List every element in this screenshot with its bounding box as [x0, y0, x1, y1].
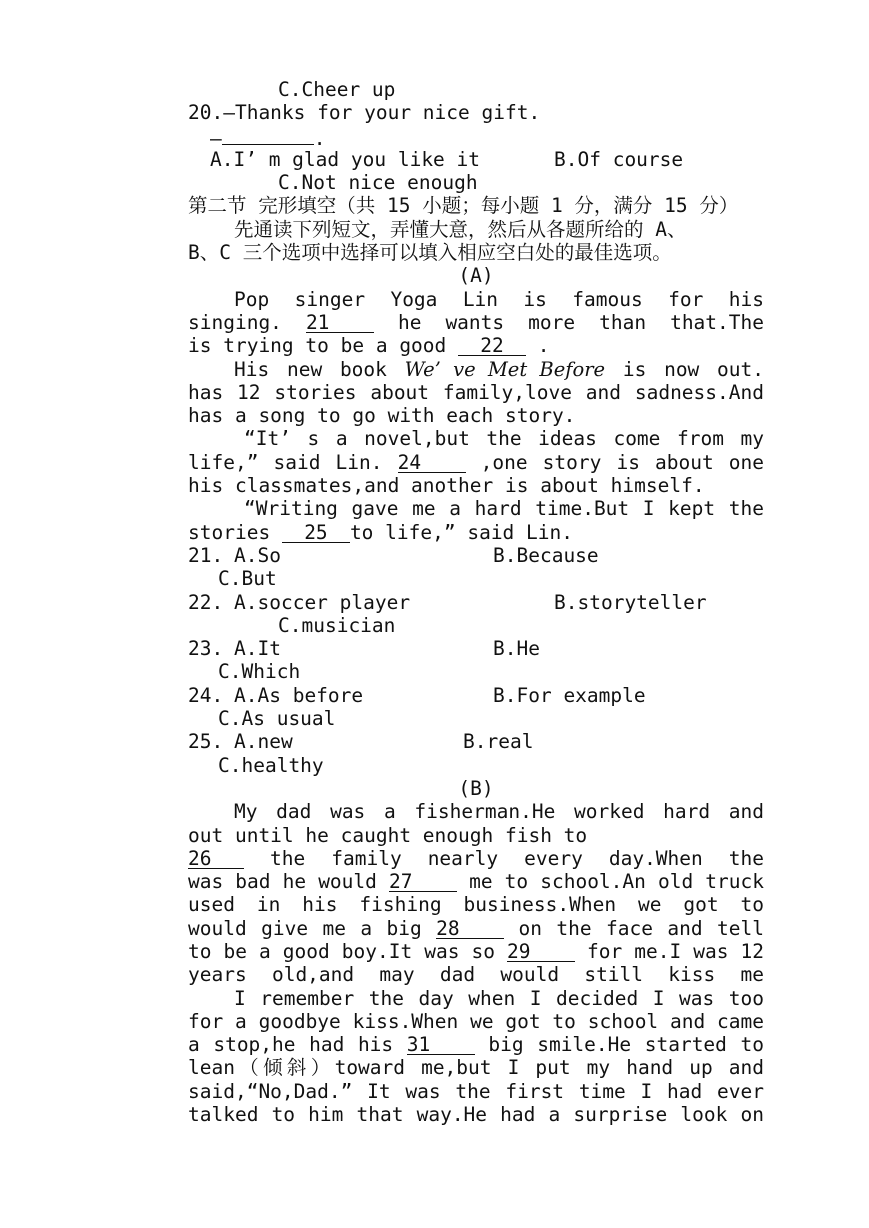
- passage-b-line: would give me a big 28 on the face and tell: [188, 916, 764, 940]
- passage-b-line: lean（倾斜）toward me,but I put my hand up and: [188, 1056, 764, 1080]
- passage-b-line: out until he caught enough fish to: [188, 823, 588, 847]
- passage-b-line: talked to him that way.He had a surprise look on: [188, 1103, 764, 1127]
- blank-26: 26: [188, 849, 244, 869]
- option-b: B.For example: [493, 683, 646, 707]
- passage-b-line: years old,and may dad would still kiss me: [188, 963, 764, 987]
- q20-options-ab: [188, 148, 764, 171]
- passage-b-line: was bad he would 27 me to school.An old truck: [188, 870, 764, 894]
- option-a: A.So: [234, 543, 281, 567]
- question-22-option-c: C.musician: [278, 613, 396, 637]
- question-24: 24. A.As before B.For example: [188, 683, 646, 707]
- option-b: B.He: [493, 637, 540, 661]
- question-23-option-c: C.Which: [218, 660, 301, 684]
- passage-a-line: singing. 21 he wants more than that.The: [188, 310, 764, 334]
- passage-a-line: His new book We’ ve Met Before is now out.: [188, 358, 764, 381]
- option-b: B.real: [463, 730, 534, 754]
- passage-b-line: a stop,he had his 31 big smile.He started to: [188, 1033, 764, 1057]
- answer-blank: [222, 125, 314, 145]
- blank-25: 25: [282, 523, 350, 543]
- blank-28: 28: [436, 919, 504, 939]
- passage-a-line: his classmates,and another is about himself.: [188, 474, 705, 498]
- passage-a-line: “It’ s a novel,but the ideas come from my: [244, 427, 764, 451]
- option-a: A.It: [234, 637, 281, 661]
- passage-b-line: for a goodbye kiss.When we got to school and came: [188, 1009, 764, 1033]
- passage-b-line: to be a good boy.It was so 29 for me.I was 12: [188, 939, 764, 963]
- section2-title: 第二节 完形填空（共 15 小题；每小题 1 分，满分 15 分）: [188, 194, 739, 218]
- passage-a-line: is trying to be a good 22 .: [188, 334, 550, 358]
- passage-a-line: Pop singer Yoga Lin is famous for his: [234, 287, 764, 311]
- question-25-option-c: C.healthy: [218, 753, 324, 777]
- section2-instruction: 先通读下列短文，弄懂大意，然后从各题所给的 A、: [234, 217, 687, 241]
- option-a: A.new: [234, 730, 293, 754]
- blank-24: 24: [398, 453, 466, 473]
- option-b: B.Because: [493, 543, 599, 567]
- q20-stem: 20.—Thanks for your nice gift.: [188, 101, 541, 125]
- q20-option-b: B.Of course: [554, 147, 684, 171]
- question-23: 23. A.It B.He: [188, 637, 540, 661]
- q20-reply: — .: [210, 126, 326, 148]
- option-a: A.soccer player: [234, 590, 411, 614]
- exam-page: [188, 78, 764, 1126]
- option-b: B.storyteller: [554, 590, 707, 614]
- blank-21: 21: [306, 313, 374, 333]
- passage-b-line: My dad was a fisherman.He worked hard and: [234, 800, 764, 824]
- section2-instruction-cont: B、C 三个选项中选择可以填入相应空白处的最佳选项。: [188, 241, 672, 265]
- passage-b-line: used in his fishing business.When we got to: [188, 893, 764, 917]
- question-25: 25. A.new B.real: [188, 730, 534, 754]
- q20-option-c: C.Not nice enough: [278, 171, 478, 195]
- passage-a-label: (A): [458, 264, 494, 288]
- blank-22: 22: [458, 336, 526, 356]
- option-a: A.As before: [234, 683, 364, 707]
- question-24-option-c: C.As usual: [218, 707, 336, 731]
- blank-29: 29: [507, 942, 575, 962]
- question-22: 22. A.soccer player B.storyteller: [188, 590, 707, 614]
- blank-31: 31: [407, 1035, 475, 1055]
- question-21-option-c: C.But: [218, 567, 277, 591]
- passage-b-label: (B): [458, 776, 494, 800]
- passage-b-line: I remember the day when I decided I was too: [188, 987, 764, 1010]
- passage-b-line: 26 the family nearly every day.When the: [188, 846, 764, 870]
- q20-option-a: A.I’ m glad you like it: [210, 147, 481, 171]
- book-title: We’ ve Met Before: [404, 357, 606, 381]
- question-21: 21. A.So B.Because: [188, 543, 599, 567]
- q19-option-c: C.Cheer up: [278, 78, 396, 101]
- passage-a-line: has a song to go with each story.: [188, 404, 576, 428]
- blank-27: 27: [389, 872, 457, 892]
- passage-a-line: life,” said Lin. 24 ,one story is about one: [188, 450, 764, 474]
- passage-a-line: “Writing gave me a hard time.But I kept the: [244, 497, 764, 521]
- passage-b-line: said,“No,Dad.” It was the first time I had ever: [188, 1079, 764, 1103]
- passage-a-line: has 12 stories about family,love and sadness.And: [188, 380, 764, 404]
- passage-a-line: stories 25 to life,” said Lin.: [188, 520, 573, 544]
